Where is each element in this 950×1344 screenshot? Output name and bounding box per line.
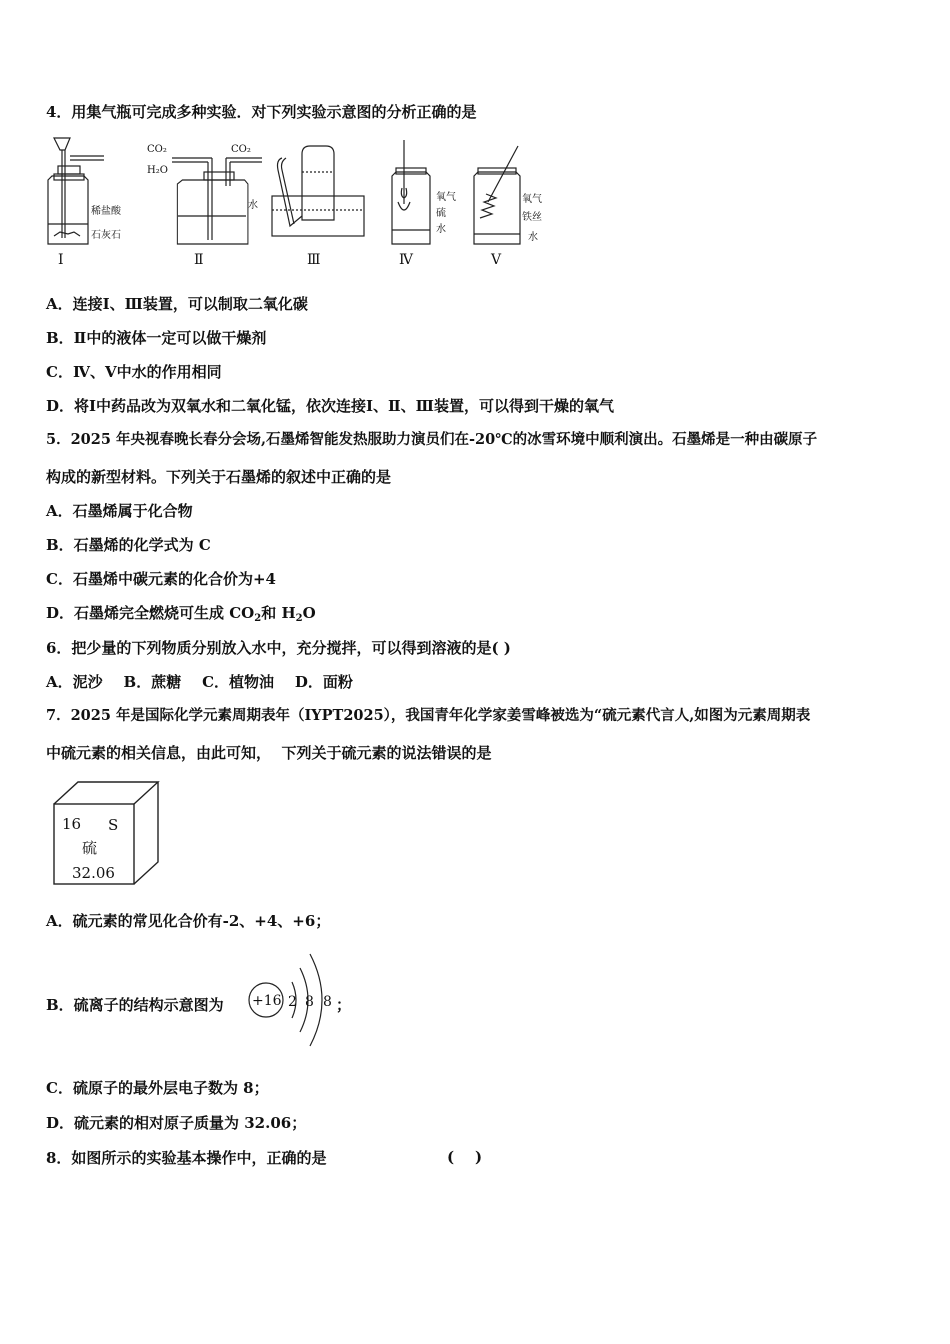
q5-option-c: C．石墨烯中碳元素的化合价为+4 — [46, 570, 276, 588]
element-number: 16 — [62, 815, 82, 833]
shell-3-count: 8 — [323, 994, 332, 1010]
q5-stem-line2: 构成的新型材料。下列关于石墨烯的叙述中正确的是 — [46, 468, 392, 486]
q4-option-d: D．将Ⅰ中药品改为双氧水和二氧化锰，依次连接Ⅰ、Ⅱ、Ⅲ装置，可以得到干燥的氧气 — [46, 397, 614, 415]
q5-option-b: B．石墨烯的化学式为 C — [46, 536, 211, 554]
label-limestone: 石灰石 — [91, 230, 121, 241]
numeral-4: Ⅳ — [399, 252, 413, 268]
q7-option-d: D．硫元素的相对原子质量为 32.06； — [46, 1114, 307, 1132]
label-iron-wire: 铁丝 — [522, 212, 542, 223]
q4-option-b: B．Ⅱ中的液体一定可以做干燥剂 — [46, 329, 267, 347]
q4-option-c: C．Ⅳ、Ⅴ中水的作用相同 — [46, 363, 222, 381]
apparatus-3 — [272, 146, 364, 236]
q7-option-b-label: B．硫离子的结构示意图为 — [46, 996, 224, 1014]
element-mass: 32.06 — [72, 864, 115, 882]
label-dilute-acid: 稀盐酸 — [91, 206, 121, 217]
q7-option-a: A．硫元素的常见化合价有-2、+4、+6； — [46, 912, 331, 930]
q4-option-a: A．连接Ⅰ、Ⅲ装置，可以制取二氧化碳 — [46, 295, 308, 313]
label-water-4: 水 — [436, 224, 446, 235]
label-water-5: 水 — [528, 232, 538, 243]
q8-answer-paren: ( ) — [447, 1148, 483, 1166]
q4-apparatus-figure — [44, 136, 564, 272]
element-name: 硫 — [82, 839, 98, 857]
numeral-1: Ⅰ — [58, 252, 64, 268]
numeral-3: Ⅲ — [307, 252, 321, 268]
q5-option-d: D．石墨烯完全燃烧可生成 $CO_2$和 $H_2O$ — [46, 604, 316, 624]
q7-stem-line2: 中硫元素的相关信息，由此可知， 下列关于硫元素的说法错误的是 — [46, 744, 492, 762]
label-water-3: 水 — [248, 200, 258, 211]
q6-options: A．泥沙 B．蔗糖 C．植物油 D．面粉 — [46, 673, 353, 691]
shell-1-count: 2 — [288, 994, 297, 1010]
nucleus-charge: +16 — [252, 993, 282, 1009]
q7-option-c: C．硫原子的最外层电子数为 8； — [46, 1079, 269, 1097]
label-oxygen-5: 氧气 — [522, 194, 542, 205]
q4-stem: 4．用集气瓶可完成多种实验．对下列实验示意图的分析正确的是 — [46, 103, 477, 121]
sulfur-element-cell — [50, 780, 162, 888]
apparatus-4 — [392, 140, 430, 244]
q5-option-a: A．石墨烯属于化合物 — [46, 502, 193, 520]
q7-stem-line1: 7．2025 年是国际化学元素周期表年（IYPT2025），我国青年化学家姜雪峰被选为“硫元素代言人,如图为元素周期表 — [46, 707, 811, 724]
shell-2-count: 8 — [305, 994, 314, 1010]
q6-stem: 6．把少量的下列物质分别放入水中，充分搅拌，可以得到溶液的是( ) — [46, 639, 511, 657]
label-co2-out: CO₂ — [231, 144, 251, 155]
apparatus-1 — [48, 138, 104, 244]
apparatus-5 — [474, 146, 520, 244]
q7-option-b-suffix: ； — [336, 996, 352, 1014]
label-sulfur: 硫 — [436, 208, 446, 219]
numeral-2: Ⅱ — [194, 252, 204, 268]
numeral-5: Ⅴ — [491, 252, 502, 268]
q8-stem: 8．如图所示的实验基本操作中，正确的是 — [46, 1149, 327, 1167]
label-co2-in: CO₂ — [147, 144, 167, 155]
element-symbol: S — [108, 816, 119, 834]
label-h2o: H₂O — [147, 165, 168, 176]
label-oxygen-4: 氧气 — [436, 192, 456, 203]
q5-stem-line1: 5．2025 年央视春晚长春分会场,石墨烯智能发热服助力演员们在-20℃的冰雪环境中顺利演出。石墨烯是一种由碳原子 — [46, 431, 818, 448]
